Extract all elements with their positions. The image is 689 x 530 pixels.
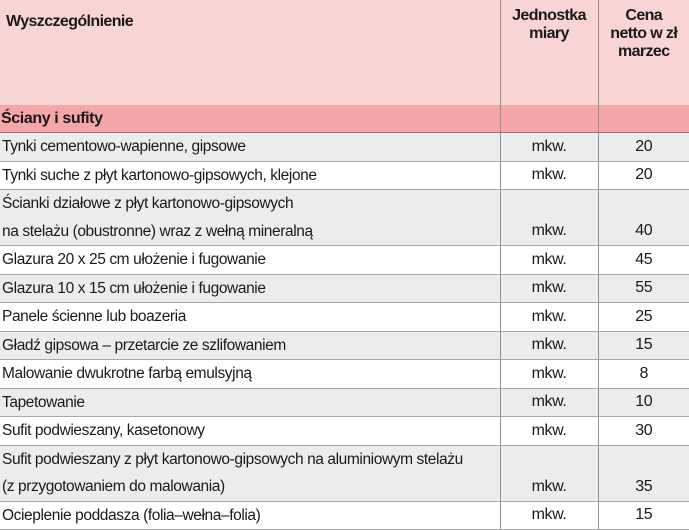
row-description: Sufit podwieszany, kasetonowy	[0, 417, 500, 446]
row-price: 8	[598, 360, 689, 389]
row-price: 45	[598, 246, 689, 275]
row-unit: mkw.	[500, 473, 598, 501]
row-description: Tapetowanie	[0, 388, 500, 417]
row-description: Tynki suche z płyt kartonowo-gipsowych, klejone	[0, 161, 500, 190]
row-price: 20	[598, 161, 689, 190]
section-row	[0, 105, 689, 133]
table-row	[0, 303, 689, 332]
row-unit: mkw.	[500, 501, 598, 530]
table-row	[0, 417, 689, 446]
row-description: Ścianki działowe z płyt kartonowo-gipsowych	[0, 190, 500, 218]
row-unit: mkw.	[500, 303, 598, 332]
table-row	[0, 360, 689, 389]
row-price	[598, 190, 689, 218]
row-unit	[500, 445, 598, 473]
table-row	[0, 190, 689, 218]
row-unit	[500, 190, 598, 218]
row-description: Ocieplenie poddasza (folia–wełna–folia)	[0, 501, 500, 530]
table-row	[0, 274, 689, 303]
table-row	[0, 388, 689, 417]
table-row	[0, 445, 689, 473]
row-description: Sufit podwieszany z płyt kartonowo-gipsowych na aluminiowym stelażu	[0, 445, 500, 473]
header-unit: Jednostka miary	[500, 0, 598, 105]
header-description: Wyszczególnienie	[0, 0, 500, 105]
row-price: 15	[598, 331, 689, 360]
header-price: Cena netto w zł marzec	[598, 0, 689, 105]
section-unit-cell	[500, 105, 598, 133]
row-price: 35	[598, 473, 689, 501]
row-unit: mkw.	[500, 360, 598, 389]
row-unit: mkw.	[500, 274, 598, 303]
row-unit: mkw.	[500, 133, 598, 162]
row-price: 25	[598, 303, 689, 332]
table-row	[0, 473, 689, 501]
row-description: Panele ścienne lub boazeria	[0, 303, 500, 332]
row-price: 15	[598, 501, 689, 530]
table-header-row	[0, 0, 689, 105]
row-unit: mkw.	[500, 417, 598, 446]
row-description: (z przygotowaniem do malowania)	[0, 473, 500, 501]
row-description: Gładź gipsowa – przetarcie ze szlifowaniem	[0, 331, 500, 360]
section-title: Ściany i sufity	[0, 105, 500, 133]
row-description: Glazura 20 x 25 cm ułożenie i fugowanie	[0, 246, 500, 275]
table-row	[0, 161, 689, 190]
row-price: 20	[598, 133, 689, 162]
row-unit: mkw.	[500, 218, 598, 246]
row-description: Tynki cementowo-wapienne, gipsowe	[0, 133, 500, 162]
table-row	[0, 501, 689, 530]
row-unit: mkw.	[500, 246, 598, 275]
row-price: 10	[598, 388, 689, 417]
table-row	[0, 133, 689, 162]
row-unit: mkw.	[500, 388, 598, 417]
row-unit: mkw.	[500, 331, 598, 360]
row-price: 30	[598, 417, 689, 446]
table-row	[0, 246, 689, 275]
row-price: 40	[598, 218, 689, 246]
row-price	[598, 445, 689, 473]
table-row	[0, 218, 689, 246]
row-unit: mkw.	[500, 161, 598, 190]
table-row	[0, 331, 689, 360]
row-description: Malowanie dwukrotne farbą emulsyjną	[0, 360, 500, 389]
section-price-cell	[598, 105, 689, 133]
row-description: na stelażu (obustronne) wraz z wełną mineralną	[0, 218, 500, 246]
row-price: 55	[598, 274, 689, 303]
row-description: Glazura 10 x 15 cm ułożenie i fugowanie	[0, 274, 500, 303]
